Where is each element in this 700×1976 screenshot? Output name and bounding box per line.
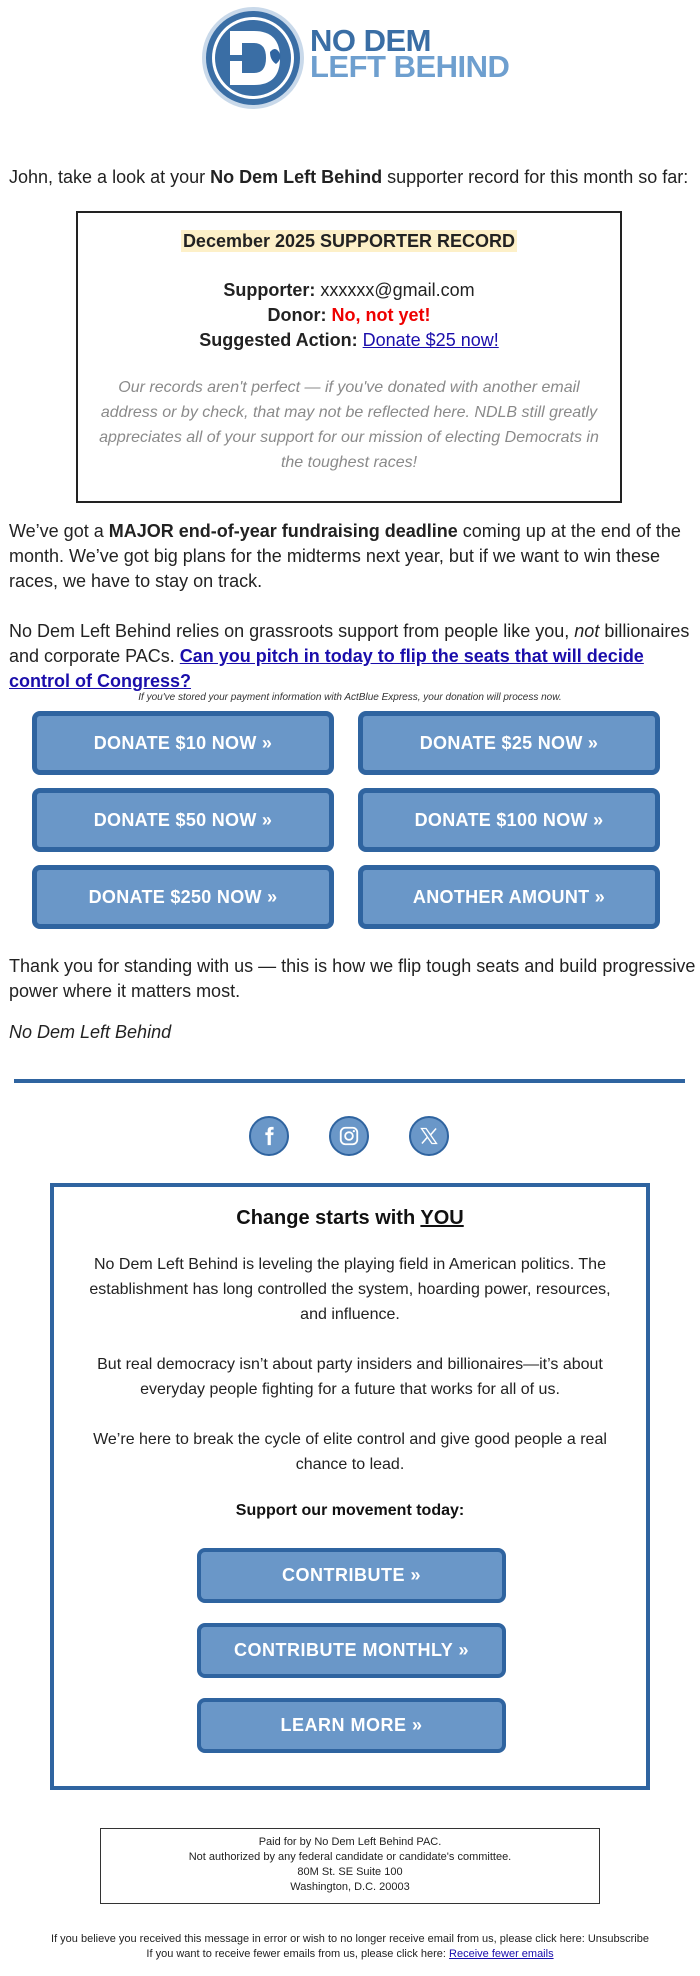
thanks-paragraph: Thank you for standing with us — this is how we flip tough seats and build progressive power where it matters most. (9, 956, 696, 1001)
footer-line: Not authorized by any federal candidate or candidate's committee. (188, 1851, 512, 1863)
footer-line: 80M St. SE Suite 100 (297, 1866, 403, 1878)
movement-paragraph-3: We’re here to break the cycle of elite control and give good people a real chance to lead. (93, 1431, 607, 1473)
logo-line-2: LEFT BEHIND (310, 49, 510, 84)
divider (14, 1079, 685, 1083)
signature: No Dem Left Behind (9, 1022, 172, 1042)
suggested-action-line: Suggested Action: Donate $25 now! (199, 330, 499, 350)
paid-for-box (100, 1828, 600, 1904)
footer-line: Paid for by No Dem Left Behind PAC. (258, 1836, 442, 1848)
record-disclaimer: Our records aren't perfect — if you've donated with another email address or by check, that may not be reflected here. NDLB still greatly appreciates all of your support for our mission of electing Democrats in the toughest races! (99, 379, 599, 471)
movement-paragraph-1: No Dem Left Behind is leveling the playing field in American politics. The establishment has long controlled the system, hoarding power, resources, and influence. (89, 1256, 611, 1323)
supporter-line: Supporter: xxxxxx@gmail.com (223, 280, 475, 300)
learn-more-button[interactable]: LEARN MORE » (197, 1698, 506, 1753)
donate-25-link[interactable]: Donate $25 now! (362, 330, 499, 350)
movement-subhead: Support our movement today: (235, 1502, 465, 1519)
donate-250-button[interactable]: DONATE $250 NOW » (32, 865, 334, 929)
instagram-icon[interactable] (329, 1116, 369, 1156)
unsubscribe-block (0, 1932, 700, 1962)
record-title: December 2025 SUPPORTER RECORD (182, 231, 516, 251)
another-amount-button[interactable]: ANOTHER AMOUNT » (358, 865, 660, 929)
movement-paragraph-2: But real democracy isn’t about party insiders and billionaires—it’s about everyday people fighting for a future that works for all of us. (97, 1356, 603, 1398)
logo (200, 5, 510, 115)
movement-title: Change starts with YOU (236, 1207, 464, 1229)
facebook-icon[interactable] (249, 1116, 289, 1156)
contribute-button[interactable]: CONTRIBUTE » (197, 1548, 506, 1603)
fewer-emails-line: If you want to receive fewer emails from us, please click here: Receive fewer emails (146, 1948, 554, 1960)
actblue-note: If you've stored your payment information with ActBlue Express, your donation will process now. (138, 692, 562, 703)
contribute-monthly-button[interactable]: CONTRIBUTE MONTHLY » (197, 1623, 506, 1678)
unsubscribe-line[interactable]: If you believe you received this message in error or wish to no longer receive email from us, please click here: Unsubscribe (51, 1933, 649, 1945)
donate-25-button[interactable]: DONATE $25 NOW » (358, 711, 660, 775)
supporter-record-box (76, 211, 622, 503)
donate-50-button[interactable]: DONATE $50 NOW » (32, 788, 334, 852)
pitch-in-link[interactable]: Can you pitch in today to flip the seats that will decide control of Congress? (9, 646, 644, 691)
deadline-paragraph: We’ve got a MAJOR end-of-year fundraising deadline coming up at the end of the month. We’ve got big plans for the midterms next year, but if we want to win these races, we have to stay on track. (9, 521, 681, 591)
footer-line: Washington, D.C. 20003 (290, 1881, 410, 1893)
x-icon[interactable] (409, 1116, 449, 1156)
logo-line-1: NO DEM (310, 23, 431, 58)
logo-emblem-icon (200, 5, 306, 111)
fewer-emails-link[interactable]: Receive fewer emails (449, 1948, 554, 1960)
intro-text: John, take a look at your No Dem Left Behind supporter record for this month so far: (9, 167, 689, 187)
movement-box (50, 1183, 650, 1790)
donate-10-button[interactable]: DONATE $10 NOW » (32, 711, 334, 775)
donate-100-button[interactable]: DONATE $100 NOW » (358, 788, 660, 852)
donor-line: Donor: No, not yet! (267, 305, 431, 325)
grassroots-paragraph: No Dem Left Behind relies on grassroots support from people like you, not billionaires and corporate PACs. Can you pitch in today to flip the seats that will decide control of Congress? (9, 621, 690, 691)
